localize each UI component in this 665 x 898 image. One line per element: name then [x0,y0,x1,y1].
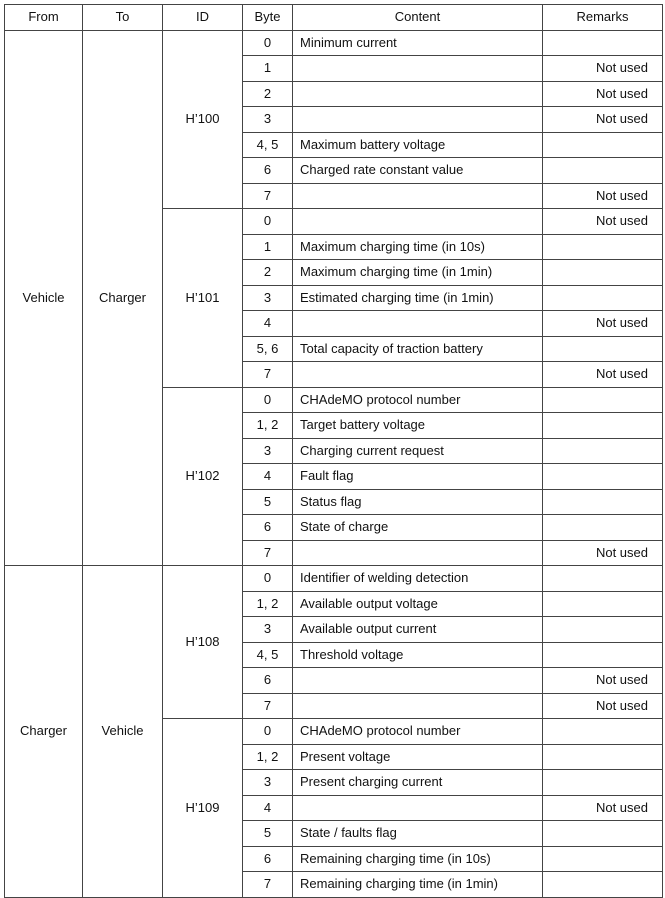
remarks-cell [543,566,663,592]
remarks-cell: Not used [543,81,663,107]
content-cell [293,668,543,694]
content-cell: Threshold voltage [293,642,543,668]
remarks-cell [543,387,663,413]
content-cell: Estimated charging time (in 1min) [293,285,543,311]
byte-cell: 7 [243,540,293,566]
content-cell: State / faults flag [293,821,543,847]
header-id: ID [163,5,243,31]
from-cell: Vehicle [5,30,83,566]
byte-cell: 5, 6 [243,336,293,362]
content-cell: CHAdeMO protocol number [293,719,543,745]
byte-cell: 3 [243,107,293,133]
remarks-cell: Not used [543,540,663,566]
remarks-cell [543,719,663,745]
byte-cell: 3 [243,617,293,643]
byte-cell: 0 [243,209,293,235]
remarks-cell: Not used [543,183,663,209]
byte-cell: 2 [243,260,293,286]
byte-cell: 6 [243,846,293,872]
message-id-cell: H’101 [163,209,243,388]
remarks-cell [543,438,663,464]
remarks-cell: Not used [543,693,663,719]
header-from: From [5,5,83,31]
remarks-cell: Not used [543,362,663,388]
remarks-cell: Not used [543,311,663,337]
remarks-cell [543,617,663,643]
remarks-cell: Not used [543,209,663,235]
content-cell: Charging current request [293,438,543,464]
content-cell [293,362,543,388]
header-remarks: Remarks [543,5,663,31]
content-cell: Identifier of welding detection [293,566,543,592]
remarks-cell [543,285,663,311]
byte-cell: 7 [243,362,293,388]
content-cell: Present charging current [293,770,543,796]
from-cell: Charger [5,566,83,898]
remarks-cell [543,413,663,439]
content-cell [293,56,543,82]
remarks-cell [543,30,663,56]
byte-cell: 5 [243,821,293,847]
byte-cell: 0 [243,719,293,745]
content-cell: CHAdeMO protocol number [293,387,543,413]
header-to: To [83,5,163,31]
content-cell [293,540,543,566]
message-id-cell: H’100 [163,30,243,209]
content-cell: Total capacity of traction battery [293,336,543,362]
remarks-cell [543,821,663,847]
byte-cell: 7 [243,693,293,719]
content-cell: State of charge [293,515,543,541]
content-cell: Maximum charging time (in 1min) [293,260,543,286]
header-content: Content [293,5,543,31]
remarks-cell [543,260,663,286]
to-cell: Charger [83,30,163,566]
content-cell [293,107,543,133]
byte-cell: 4, 5 [243,132,293,158]
content-cell: Present voltage [293,744,543,770]
content-cell: Maximum battery voltage [293,132,543,158]
byte-cell: 4 [243,311,293,337]
remarks-cell [543,515,663,541]
content-cell: Fault flag [293,464,543,490]
table-body [5,30,663,897]
byte-cell: 6 [243,158,293,184]
content-cell [293,81,543,107]
byte-cell: 5 [243,489,293,515]
remarks-cell [543,464,663,490]
byte-cell: 1, 2 [243,591,293,617]
byte-cell: 7 [243,872,293,898]
message-id-cell: H’108 [163,566,243,719]
content-cell [293,183,543,209]
byte-cell: 4 [243,464,293,490]
remarks-cell: Not used [543,668,663,694]
table-row [5,30,663,56]
to-cell: Vehicle [83,566,163,898]
byte-cell: 2 [243,81,293,107]
remarks-cell: Not used [543,56,663,82]
content-cell: Target battery voltage [293,413,543,439]
byte-cell: 4, 5 [243,642,293,668]
content-cell [293,311,543,337]
byte-cell: 3 [243,285,293,311]
remarks-cell [543,158,663,184]
content-cell: Available output voltage [293,591,543,617]
table-row [5,566,663,592]
byte-cell: 3 [243,770,293,796]
message-id-cell: H’109 [163,719,243,898]
byte-cell: 0 [243,30,293,56]
content-cell [293,795,543,821]
content-cell: Remaining charging time (in 10s) [293,846,543,872]
byte-cell: 4 [243,795,293,821]
byte-cell: 7 [243,183,293,209]
remarks-cell [543,872,663,898]
header-byte: Byte [243,5,293,31]
remarks-cell [543,744,663,770]
byte-cell: 6 [243,668,293,694]
remarks-cell [543,132,663,158]
remarks-cell [543,234,663,260]
remarks-cell [543,336,663,362]
byte-cell: 1, 2 [243,744,293,770]
remarks-cell [543,591,663,617]
remarks-cell [543,642,663,668]
byte-cell: 1, 2 [243,413,293,439]
byte-cell: 3 [243,438,293,464]
byte-cell: 6 [243,515,293,541]
byte-cell: 0 [243,387,293,413]
content-cell [293,693,543,719]
content-cell [293,209,543,235]
content-cell: Minimum current [293,30,543,56]
remarks-cell: Not used [543,107,663,133]
byte-cell: 1 [243,56,293,82]
remarks-cell [543,489,663,515]
byte-cell: 1 [243,234,293,260]
content-cell: Charged rate constant value [293,158,543,184]
content-cell: Available output current [293,617,543,643]
byte-cell: 0 [243,566,293,592]
content-cell: Remaining charging time (in 1min) [293,872,543,898]
content-cell: Maximum charging time (in 10s) [293,234,543,260]
remarks-cell [543,770,663,796]
content-cell: Status flag [293,489,543,515]
remarks-cell: Not used [543,795,663,821]
remarks-cell [543,846,663,872]
can-message-table [4,4,663,898]
header-row [5,5,663,31]
message-id-cell: H’102 [163,387,243,566]
